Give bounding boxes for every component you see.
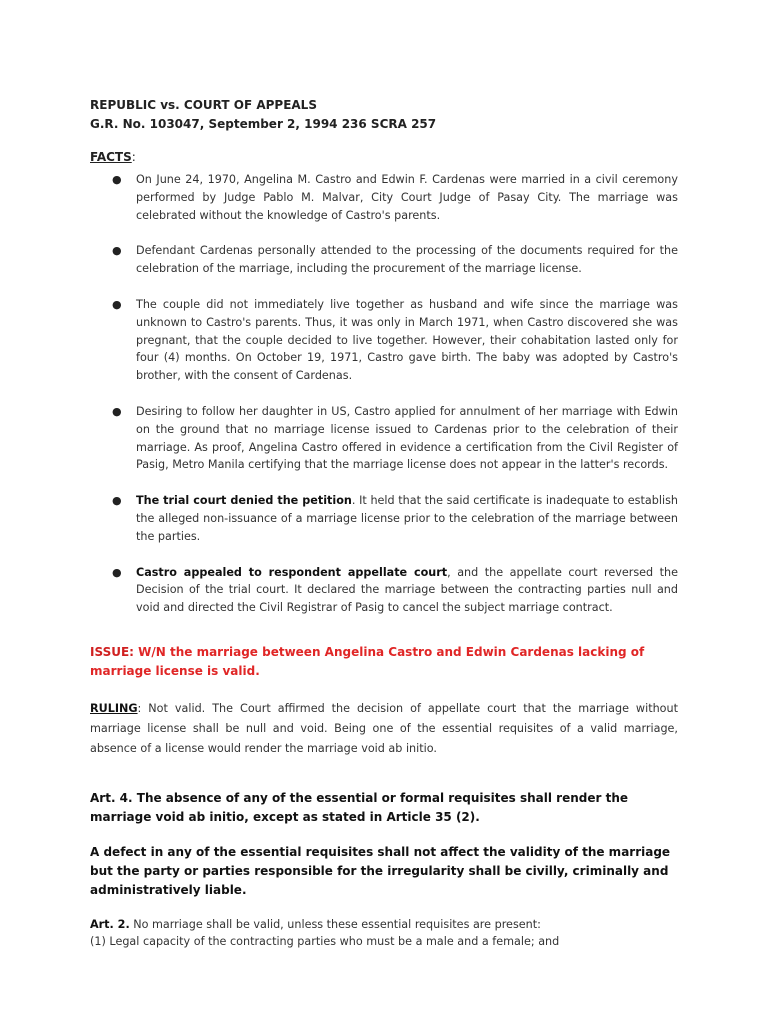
fact-text bbox=[136, 296, 678, 385]
art2-text: No marriage shall be valid, unless these essential requisites are present: bbox=[129, 917, 541, 931]
facts-heading-word: FACTS bbox=[90, 150, 132, 164]
fact-body: Desiring to follow her daughter in US, Castro applied for annulment of her marriage with Edwin on the ground that no marriage license issued to Cardenas prior to the celebration of their marriage. As proof, Angelina Castro offered in evidence a certification from the Civil Register of Pasig, Metro Manila certifying that the marriage license does not appear in the latter's records. bbox=[136, 404, 678, 472]
facts-heading-colon: : bbox=[131, 150, 136, 164]
ruling-label: RULING bbox=[90, 701, 138, 715]
bullet-dot-icon: ● bbox=[112, 173, 122, 186]
ruling-text: : Not valid. The Court affirmed the decision of appellate court that the marriage without marriage license shall be null and void. Being one of the essential requisites of a valid marriage, absence of a license would render the marriage void ab initio. bbox=[90, 701, 678, 755]
case-title: REPUBLIC vs. COURT OF APPEALS bbox=[90, 98, 317, 112]
fact-text bbox=[136, 564, 678, 617]
fact-text bbox=[136, 171, 678, 224]
bullet-dot-icon: ● bbox=[112, 494, 122, 508]
fact-body: The couple did not immediately live together as husband and wife since the marriage was unknown to Castro's parents. Thus, it was only in March 1971, when Castro discovered she was pregnant, that the couple decided to live together. However, their cohabitation lasted only for four (4) months. On October 19, 1971, Castro gave birth. The baby was adopted by Castro's brother, with the consent of Cardenas. bbox=[136, 297, 678, 383]
bullet-dot-icon: ● bbox=[112, 297, 122, 311]
bullet-dot-icon: ● bbox=[112, 244, 122, 258]
fact-lead: The trial court denied the petition bbox=[136, 494, 352, 508]
fact-body: , and the appellate court reversed the Decision of the trial court. It declared the marriage between the contracting parties null and void and directed the Civil Registrar of Pasig to cancel the subject marriage contract. bbox=[136, 565, 678, 615]
fact-item bbox=[90, 242, 678, 278]
fact-text bbox=[136, 242, 678, 278]
fact-item bbox=[90, 492, 678, 545]
fact-body: On June 24, 1970, Angelina M. Castro and Edwin F. Cardenas were married in a civil ceremony performed by Judge Pablo M. Malvar, City Court Judge of Pasay City. The marriage was celebrated without the knowledge of Castro's parents. bbox=[136, 173, 678, 222]
fact-item bbox=[90, 171, 678, 224]
issue-line bbox=[90, 643, 678, 681]
fact-body: Defendant Cardenas personally attended to the processing of the documents required for the celebration of the marriage, including the procurement of the marriage license. bbox=[136, 244, 678, 276]
ruling-paragraph bbox=[90, 699, 678, 759]
fact-lead: Castro appealed to respondent appellate court bbox=[136, 565, 448, 579]
fact-text bbox=[136, 403, 678, 474]
fact-item bbox=[90, 403, 678, 474]
art2-paragraph bbox=[90, 916, 678, 933]
bullet-dot-icon: ● bbox=[112, 404, 122, 418]
art2-item-1: (1) Legal capacity of the contracting parties who must be a male and a female; and bbox=[90, 934, 560, 948]
case-citation: G.R. No. 103047, September 2, 1994 236 SCRA 257 bbox=[90, 117, 437, 131]
issue-label: ISSUE: bbox=[90, 644, 134, 659]
bullet-dot-icon: ● bbox=[112, 565, 122, 579]
facts-heading bbox=[90, 148, 678, 167]
fact-item bbox=[90, 564, 678, 617]
art2-label: Art. 2. bbox=[90, 917, 130, 931]
issue-text: W/N the marriage between Angelina Castro and Edwin Cardenas lacking of marriage license is valid. bbox=[90, 644, 645, 678]
art4-paragraph: Art. 4. The absence of any of the essential or formal requisites shall render the marriage void ab initio, except as stated in Article 35 (2). bbox=[90, 790, 629, 824]
facts-list bbox=[90, 171, 678, 617]
fact-text bbox=[136, 492, 678, 545]
fact-item bbox=[90, 296, 678, 385]
art4-defect-paragraph: A defect in any of the essential requisites shall not affect the validity of the marriage but the party or parties responsible for the irregularity shall be civilly, criminally and administratively liable. bbox=[90, 844, 671, 897]
fact-body: . It held that the said certificate is inadequate to establish the alleged non-issuance of a marriage license prior to the celebration of the marriage between the parties. bbox=[136, 494, 678, 543]
